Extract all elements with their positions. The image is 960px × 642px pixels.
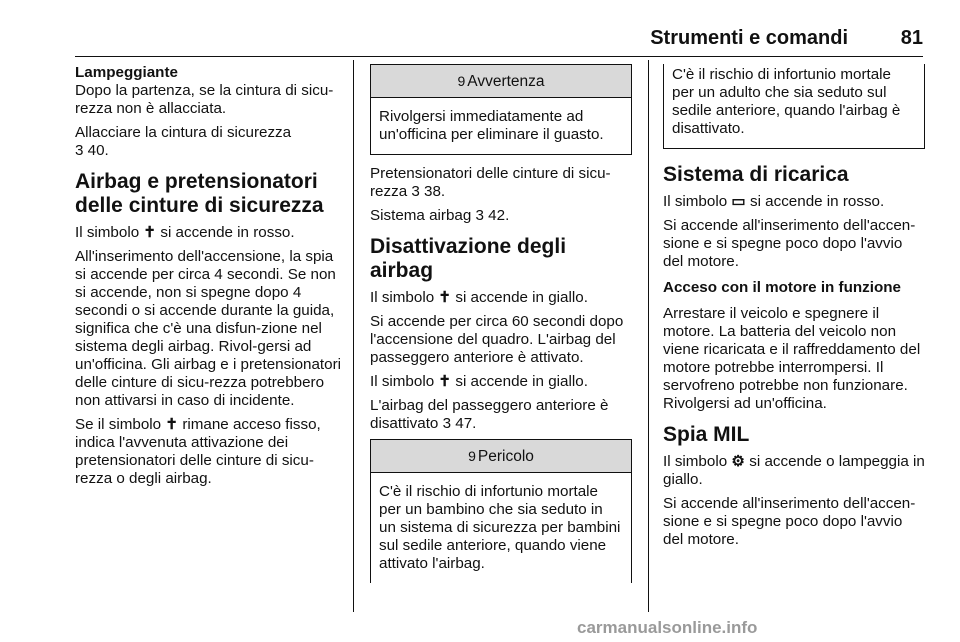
airbag-paragraph-1: Il simbolo ✝ si accende in rosso.: [75, 224, 295, 241]
column-3: [663, 64, 925, 555]
deactivation-paragraph-1: Il simbolo ✝ si accende in giallo.: [370, 289, 588, 306]
airbag-deactivation-heading: Disattivazione degli airbag: [370, 235, 567, 282]
airbag-icon: ✝: [143, 224, 157, 241]
pretensioner-ref: Pretensionatori delle cinture di sicu-rezza 3 38.: [370, 165, 611, 200]
column-1: [75, 64, 345, 494]
charging-paragraph-1: Il simbolo ▭ si accende in rosso.: [663, 193, 885, 210]
engine-running-paragraph: Arrestare il veicolo e spegnere il motore. La batteria del veicolo non viene ricaricata e il raffreddamento del motore potrebbe interrompersi. Il servofreno potrebbe non funzionare. Rivolgersi ad un'officina.: [663, 305, 921, 412]
danger-box: [370, 439, 632, 583]
engine-running-heading: Acceso con il motore in funzione: [663, 279, 901, 296]
mil-paragraph-2: Si accende all'inserimento dell'accen-sione e si spegne poco dopo l'avvio del motore.: [663, 495, 916, 548]
mil-heading: Spia MIL: [663, 423, 750, 446]
page-ref-link[interactable]: 3 40.: [75, 142, 109, 159]
deactivation-paragraph-3: Il simbolo ✝ si accende in giallo.: [370, 373, 588, 390]
airbag-on-icon: ✝: [438, 289, 452, 306]
mil-paragraph-1: Il simbolo ⚙ si accende o lampeggia in giallo.: [663, 453, 925, 488]
warning-box: [370, 64, 632, 155]
column-divider-2: [648, 60, 649, 612]
battery-icon: ▭: [731, 193, 746, 210]
airbag-paragraph-2: All'inserimento dell'accensione, la spia si accende per circa 4 secondi. Se non si accende, non si spegne dopo 4 secondi o si accende durante la guida, significa che c'è una disfun-zione nel sistema degli airbag. Rivol-gersi ad un'officina. Gli airbag e i pretensionatori delle cinture di sicu-rezza potrebbero non attivarsi in caso di incidente.: [75, 248, 342, 409]
danger-box-body: C'è il rischio di infortunio mortale per un bambino che sia seduto in un sistema di sicurezza per bambini sul sedile anteriore, quando viene attivato l'airbag.: [379, 483, 621, 572]
engine-icon: ⚙: [731, 453, 746, 470]
airbag-system-ref: Sistema airbag 3 42.: [370, 207, 510, 224]
deactivation-paragraph-2: Si accende per circa 60 secondi dopo l'accensione del quadro. L'airbag del passeggero anteriore è attivato.: [370, 313, 624, 366]
airbag-off-icon: ✝: [438, 373, 452, 390]
column-2: [370, 64, 632, 583]
watermark: carmanualsonline.info: [577, 618, 758, 637]
warning-box-body: Rivolgersi immediatamente ad un'officina per eliminare il guasto.: [379, 108, 604, 143]
header-rule: [75, 56, 923, 57]
airbag-heading: Airbag e pretensionatori delle cinture di sicurezza: [75, 170, 324, 217]
column-divider-1: [353, 60, 354, 612]
warning-box-header: 9 Avvertenza: [371, 65, 631, 98]
lamp-title: Lampeggiante: [75, 64, 178, 81]
warning-triangle-icon: 9: [457, 73, 466, 89]
page-number: 81: [900, 27, 923, 49]
danger-box-continued: C'è il rischio di infortunio mortale per un adulto che sia seduto sul sedile anteriore, quando l'airbag è disattivato.: [663, 64, 925, 149]
charging-paragraph-2: Si accende all'inserimento dell'accen-sione e si spegne poco dopo l'avvio del motore.: [663, 217, 916, 270]
warning-triangle-icon: 9: [468, 448, 476, 464]
deactivation-paragraph-4: L'airbag del passeggero anteriore è disattivato 3 47.: [370, 397, 609, 432]
charging-heading: Sistema di ricarica: [663, 163, 849, 186]
airbag-icon: ✝: [165, 416, 179, 433]
lamp-paragraph-1: Dopo la partenza, se la cintura di sicu-rezza non è allacciata.: [75, 82, 334, 117]
danger-box-header: 9 Pericolo: [371, 440, 631, 473]
page-header-title: Strumenti e comandi: [650, 27, 848, 49]
airbag-paragraph-3: Se il simbolo ✝ rimane acceso fisso, indica l'avvenuta attivazione dei pretensionatori delle cinture di sicu-rezza o degli airbag.: [75, 416, 321, 487]
lamp-paragraph-2: Allacciare la cintura di sicurezza 3 40.: [75, 124, 292, 159]
